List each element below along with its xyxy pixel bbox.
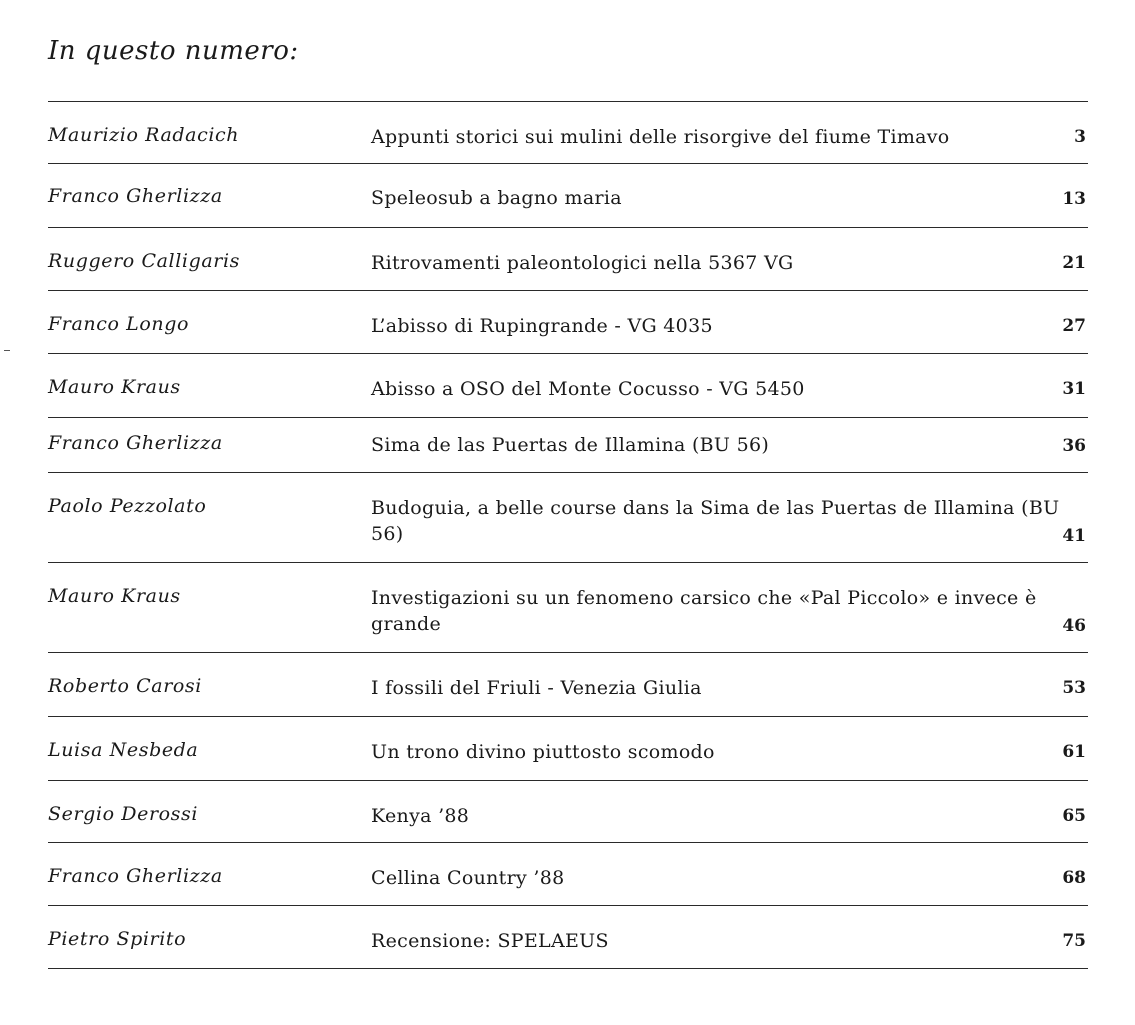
entry-author: Mauro Kraus — [48, 376, 181, 398]
entry-title: Speleosub a bagno maria — [371, 187, 622, 209]
entry-title: Sima de las Puertas de Illamina (BU 56) — [371, 434, 770, 456]
entry-title: Un trono divino piuttosto scomodo — [371, 741, 715, 763]
entry-author: Sergio Derossi — [48, 803, 199, 825]
toc-entry — [48, 906, 1088, 969]
entry-title: Appunti storici sui mulini delle risorgive del fiume Timavo — [371, 126, 950, 148]
toc-entry — [48, 418, 1088, 473]
entry-author: Roberto Carosi — [48, 675, 202, 697]
toc-entry — [48, 473, 1088, 563]
contents-heading: In questo numero: — [48, 36, 299, 66]
stray-mark — [4, 350, 10, 351]
toc-entry — [48, 102, 1088, 164]
entry-author: Pietro Spirito — [48, 928, 187, 950]
table-of-contents — [48, 101, 1088, 969]
entry-page: 3 — [1074, 127, 1086, 147]
entry-page: 21 — [1062, 253, 1086, 273]
entry-page: 75 — [1062, 931, 1086, 951]
toc-entry — [48, 228, 1088, 291]
entry-title: Recensione: SPELAEUS — [371, 930, 609, 952]
entry-author: Luisa Nesbeda — [48, 739, 199, 761]
entry-page: 36 — [1062, 436, 1086, 456]
toc-entry — [48, 164, 1088, 228]
entry-page: 41 — [1062, 526, 1086, 546]
entry-page: 61 — [1062, 742, 1086, 762]
entry-author: Maurizio Radacich — [48, 124, 240, 146]
entry-author: Franco Gherlizza — [48, 185, 223, 207]
entry-page: 46 — [1062, 616, 1086, 636]
entry-author: Mauro Kraus — [48, 585, 181, 607]
entry-author: Paolo Pezzolato — [48, 495, 207, 517]
entry-page: 65 — [1062, 806, 1086, 826]
entry-page: 31 — [1062, 379, 1086, 399]
entry-author: Franco Gherlizza — [48, 432, 223, 454]
toc-entry — [48, 717, 1088, 781]
entry-page: 13 — [1062, 189, 1086, 209]
entry-title: Abisso a OSO del Monte Cocusso - VG 5450 — [371, 378, 805, 400]
toc-entry — [48, 653, 1088, 717]
entry-page: 27 — [1062, 316, 1086, 336]
entry-title: L’abisso di Rupingrande - VG 4035 — [371, 315, 713, 337]
entry-title: Cellina Country ’88 — [371, 867, 565, 889]
entry-title: Ritrovamenti paleontologici nella 5367 VG — [371, 252, 794, 274]
entry-title: Investigazioni su un fenomeno carsico che «Pal Piccolo» e invece è grande — [371, 587, 1037, 635]
entry-author: Franco Gherlizza — [48, 865, 223, 887]
toc-entry — [48, 843, 1088, 906]
entry-title: Budoguia, a belle course dans la Sima de las Puertas de Illamina (BU 56) — [371, 497, 1060, 545]
entry-title: I fossili del Friuli - Venezia Giulia — [371, 677, 702, 699]
entry-author: Ruggero Calligaris — [48, 250, 240, 272]
entry-title: Kenya ’88 — [371, 805, 470, 827]
toc-entry — [48, 291, 1088, 354]
toc-entry — [48, 354, 1088, 418]
toc-entry — [48, 563, 1088, 653]
toc-entry — [48, 781, 1088, 843]
entry-page: 53 — [1062, 678, 1086, 698]
entry-author: Franco Longo — [48, 313, 190, 335]
entry-page: 68 — [1062, 868, 1086, 888]
